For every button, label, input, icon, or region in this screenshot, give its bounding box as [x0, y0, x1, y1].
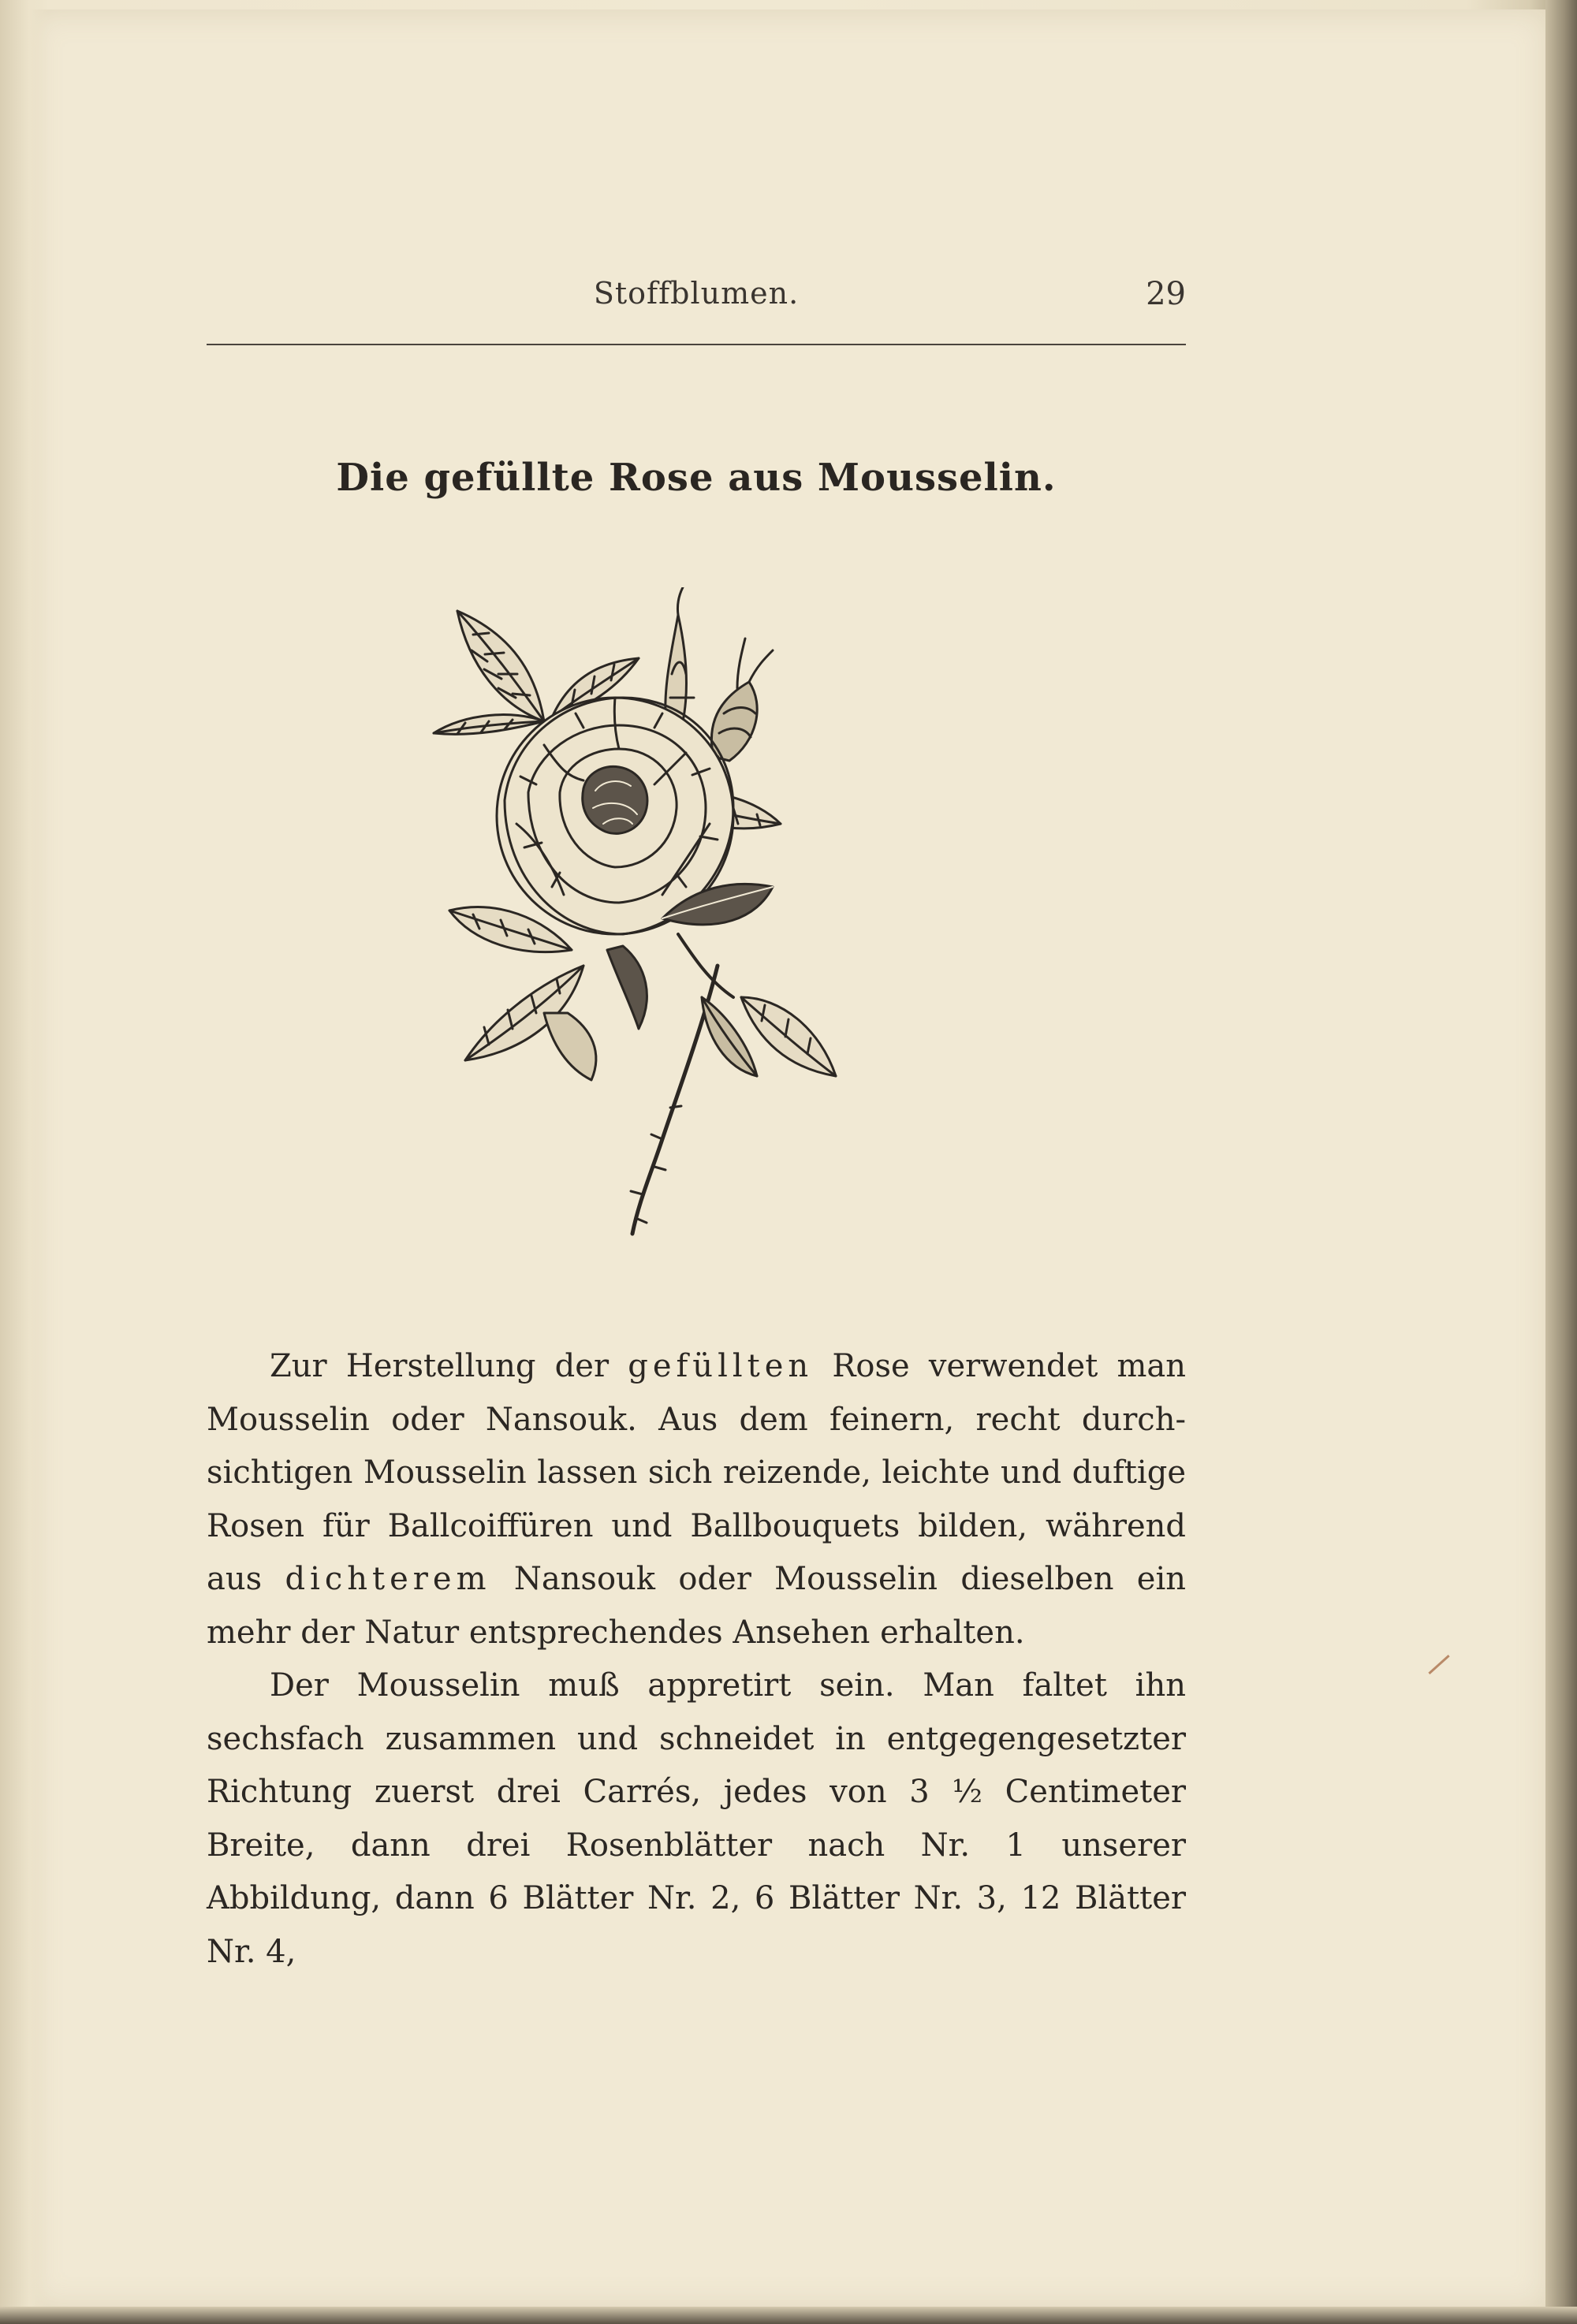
page-number: 29	[1146, 276, 1186, 312]
emphasis-gefuellten: gefüllten	[628, 1348, 814, 1384]
page-fore-edge	[1545, 0, 1577, 2324]
header-rule	[207, 344, 1186, 345]
body-text	[207, 1340, 1186, 1979]
running-head	[207, 276, 1186, 315]
running-title: Stoffblumen.	[593, 276, 800, 311]
page-gutter	[0, 0, 49, 2324]
page-bottom-edge	[0, 2307, 1577, 2324]
emphasis-dichterem: dichterem	[285, 1561, 491, 1597]
paragraph-1-part-3: Nansouk oder Mousselin dieselben ein mehr der Natur entsprechendes Ansehen erhalten.	[207, 1561, 1186, 1651]
rose-engraving-icon	[426, 587, 930, 1257]
rose-illustration	[426, 587, 930, 1257]
paragraph-1-part-2: Rose verwendet man Mousselin oder Nansouk. Aus dem feinern, recht durch-sichtigen Mousselin lassen sich reizende, leichte und duftige Rosen für Ballcoiffüren und Ballbouquets bilden, während aus	[207, 1348, 1186, 1597]
paragraph-2: Der Mousselin muß appretirt sein. Man faltet ihn sechsfach zusammen und schneidet in entgegengesetzter Richtung zuerst drei Carrés, jedes von 3 ½ Centimeter Breite, dann drei Rosenblätter nach Nr. 1 unserer Abbildung, dann 6 Blätter Nr. 2, 6 Blätter Nr. 3, 12 Blätter Nr. 4,	[207, 1667, 1186, 1970]
paragraph-1-part-1: Zur Herstellung der	[270, 1348, 628, 1384]
chapter-title: Die gefüllte Rose aus Mousselin.	[336, 456, 1057, 500]
paragraph-1	[207, 1340, 1186, 1659]
